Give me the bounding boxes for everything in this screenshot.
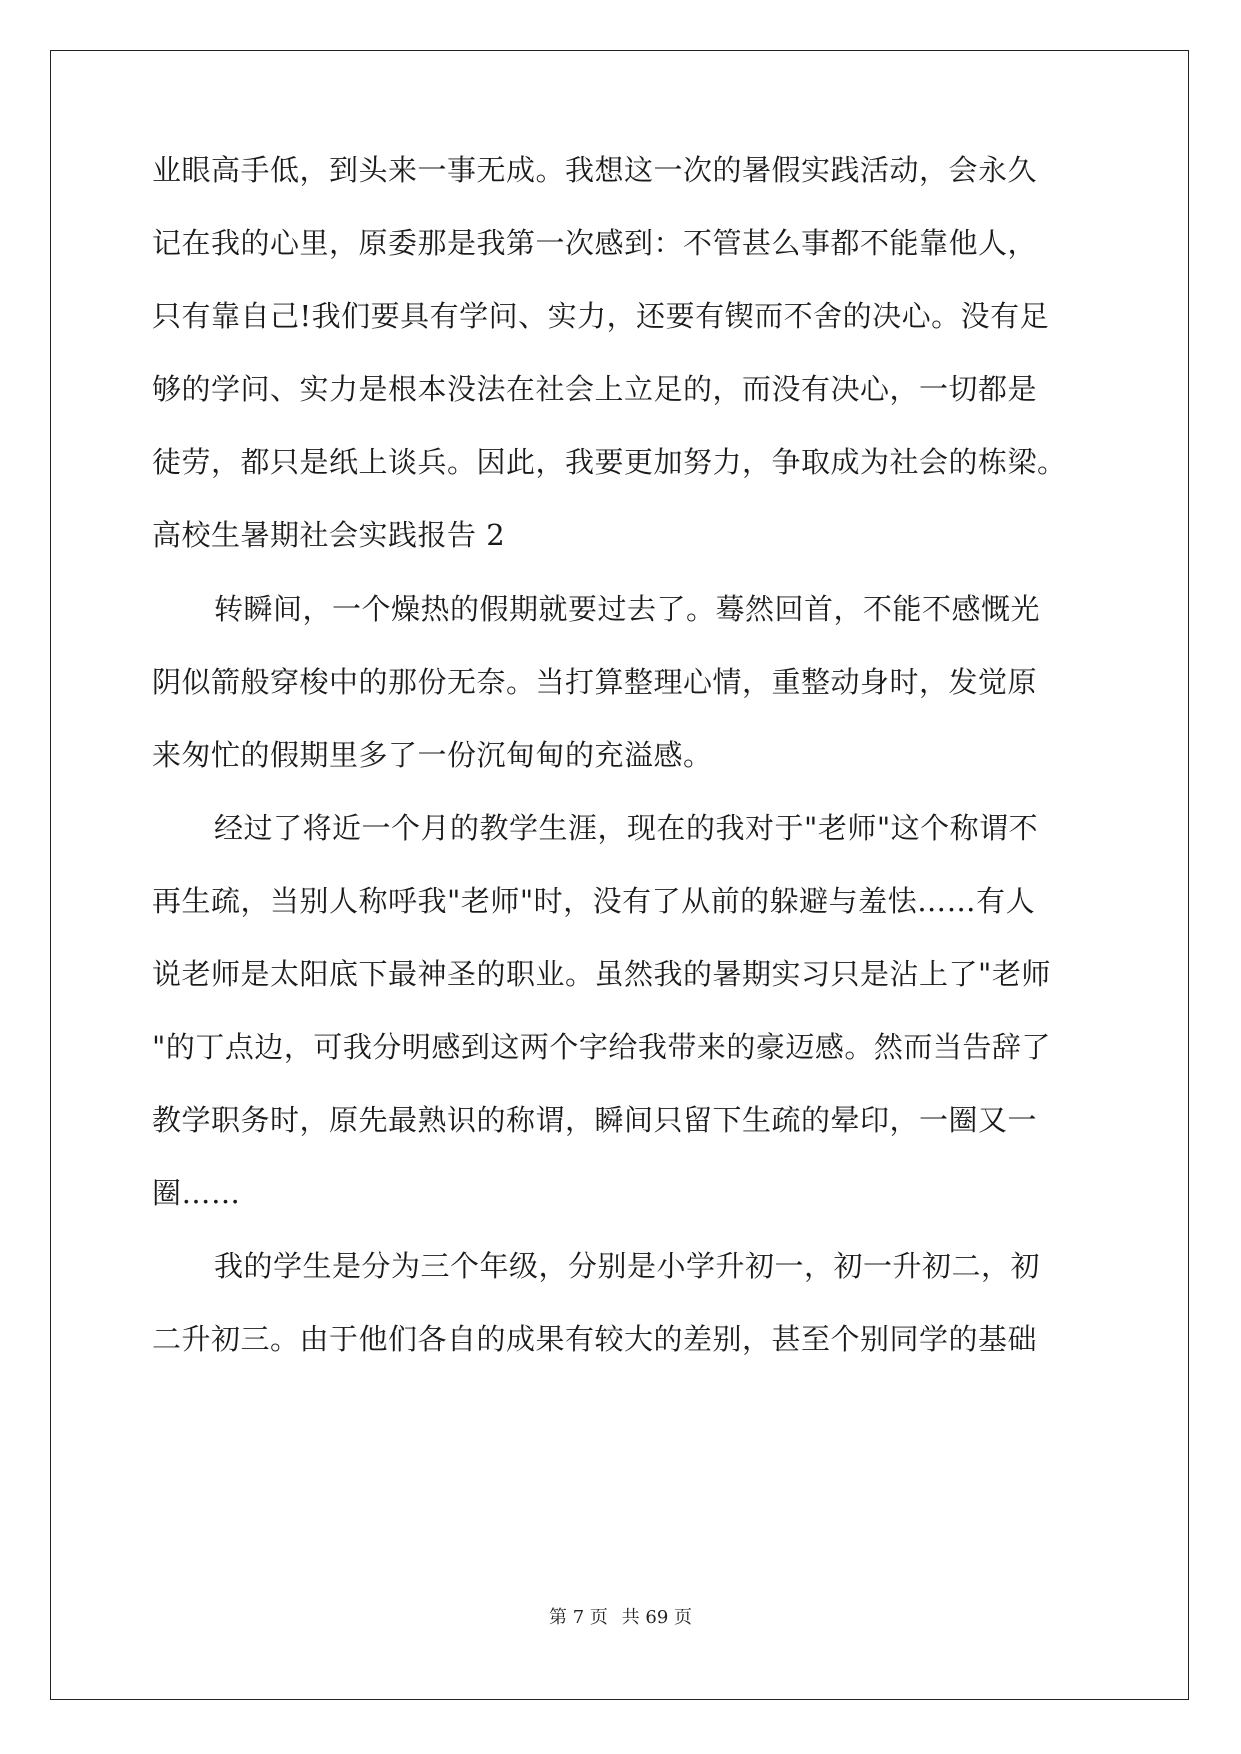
text-line: 再生疏，当别人称呼我"老师"时，没有了从前的躲避与羞怯……有人 [152, 884, 1036, 918]
page-number: 第 7 页 [549, 1607, 608, 1628]
text-line: 阴似箭般穿梭中的那份无奈。当打算整理心情，重整动身时，发觉原 [152, 665, 1038, 699]
page-total: 共 69 页 [621, 1607, 692, 1628]
text-line: 只有靠自己!我们要具有学问、实力，还要有锲而不舍的决心。没有足 [152, 299, 1050, 333]
text-line: 圈…… [152, 1176, 241, 1210]
section-heading: 高校生暑期社会实践报告 2 [152, 518, 506, 552]
text-line: 徒劳，都只是纸上谈兵。因此，我要更加努力，争取成为社会的栋梁。 [152, 445, 1067, 479]
text-line: 记在我的心里，原委那是我第一次感到：不管甚么事都不能靠他人， [152, 226, 1038, 260]
text-line: 说老师是太阳底下最神圣的职业。虽然我的暑期实习只是沾上了"老师 [152, 957, 1051, 991]
text-line: 够的学问、实力是根本没法在社会上立足的，而没有决心，一切都是 [152, 372, 1038, 406]
text-line: 来匆忙的假期里多了一份沉甸甸的充溢感。 [152, 738, 713, 772]
text-line: "的丁点边，可我分明感到这两个字给我带来的豪迈感。然而当告辞了 [152, 1030, 1051, 1064]
text-line: 二升初三。由于他们各自的成果有较大的差别，甚至个别同学的基础 [152, 1322, 1038, 1356]
text-line: 教学职务时，原先最熟识的称谓，瞬间只留下生疏的晕印，一圈又一 [152, 1103, 1038, 1137]
text-line: 经过了将近一个月的教学生涯，现在的我对于"老师"这个称谓不 [214, 811, 1039, 845]
text-line: 业眼高手低，到头来一事无成。我想这一次的暑假实践活动，会永久 [152, 153, 1038, 187]
text-line: 我的学生是分为三个年级，分别是小学升初一，初一升初二，初 [214, 1249, 1041, 1283]
page-footer [0, 1606, 1241, 1630]
text-line: 转瞬间，一个燥热的假期就要过去了。蓦然回首，不能不感慨光 [214, 592, 1041, 626]
